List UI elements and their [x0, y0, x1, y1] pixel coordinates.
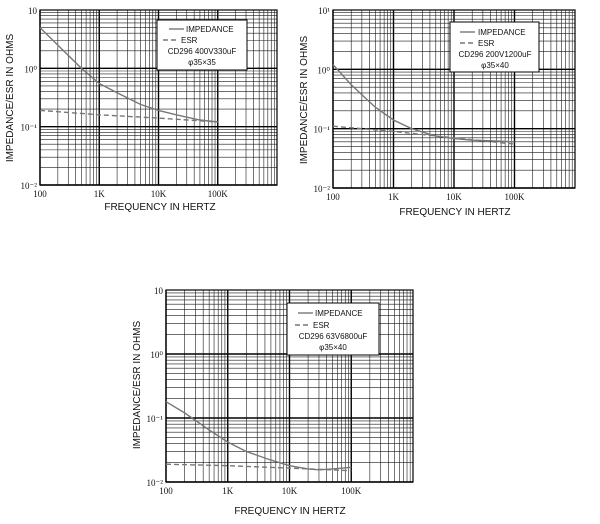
x-tick-label: 100	[326, 192, 340, 202]
chart-1-y-axis-label: IMPEDANCE/ESR IN OHMS	[5, 33, 16, 163]
x-tick-label: 10K	[150, 189, 167, 199]
y-tick-label: 10⁰	[150, 350, 163, 360]
x-tick-label: 10K	[446, 192, 462, 202]
chart-3-legend-esr: ESR	[313, 321, 330, 330]
chart-1-legend-size: φ35×35	[188, 58, 216, 67]
y-tick-label: 10⁻²	[313, 184, 330, 194]
chart-cd296-63v6800uf	[132, 286, 413, 517]
x-tick-label: 1K	[93, 189, 105, 199]
chart-cd296-400v330uf	[5, 6, 277, 213]
y-tick-label: 10⁰	[24, 64, 37, 75]
chart-2-legend-impedance: IMPEDANCE	[478, 28, 526, 37]
chart-3-legend-impedance: IMPEDANCE	[315, 309, 363, 318]
chart-2-legend-size: φ35×40	[481, 61, 509, 70]
chart-2-legend-esr: ESR	[478, 39, 495, 48]
esr-series-line	[40, 110, 218, 122]
chart-3-y-axis-label: IMPEDANCE/ESR IN OHMS	[132, 320, 143, 450]
x-tick-label: 100	[33, 189, 47, 199]
impedance-series-line	[333, 65, 515, 142]
y-tick-label: 10⁻²	[20, 181, 37, 191]
chart-2-x-axis-label: FREQUENCY IN HERTZ	[399, 207, 511, 218]
x-tick-label: 1K	[388, 192, 399, 202]
chart-1-legend-esr: ESR	[181, 36, 198, 45]
chart-1-legend-impedance: IMPEDANCE	[186, 25, 234, 34]
x-tick-label: 100	[159, 486, 173, 496]
y-tick-label: 10⁻¹	[20, 122, 37, 133]
chart-2-y-axis-label: IMPEDANCE/ESR IN OHMS	[299, 35, 310, 165]
y-tick-label: 10⁻²	[146, 478, 163, 488]
chart-3-legend	[287, 303, 379, 355]
chart-1-legend	[157, 20, 247, 70]
chart-3-legend-size: φ35×40	[319, 343, 347, 352]
chart-3-curves	[166, 402, 351, 471]
y-tick-label: 10⁻¹	[313, 124, 330, 135]
chart-3-legend-model: CD296 63V6800uF	[298, 332, 368, 341]
y-tick-label: 10⁰	[317, 65, 330, 76]
chart-3-x-axis-label: FREQUENCY IN HERTZ	[234, 506, 346, 517]
x-tick-label: 100K	[504, 192, 525, 202]
chart-cd296-200v1200uf	[299, 6, 575, 218]
y-tick-label: 10⁻¹	[146, 414, 163, 424]
chart-1-x-axis-label: FREQUENCY IN HERTZ	[104, 202, 216, 213]
chart-1-legend-model: CD296 400V330uF	[167, 47, 237, 56]
x-tick-label: 1K	[222, 486, 234, 496]
chart-2-curves	[333, 65, 515, 145]
y-tick-label: 10¹	[318, 6, 330, 16]
x-tick-label: 10K	[281, 486, 298, 496]
chart-2-legend	[450, 22, 539, 72]
y-tick-label: 10	[28, 6, 37, 16]
impedance-series-line	[166, 402, 351, 470]
y-tick-label: 10	[154, 286, 163, 296]
chart-2-legend-model: CD296 200V1200uF	[458, 50, 532, 59]
x-tick-label: 100K	[207, 189, 228, 199]
x-tick-label: 100K	[341, 486, 362, 496]
